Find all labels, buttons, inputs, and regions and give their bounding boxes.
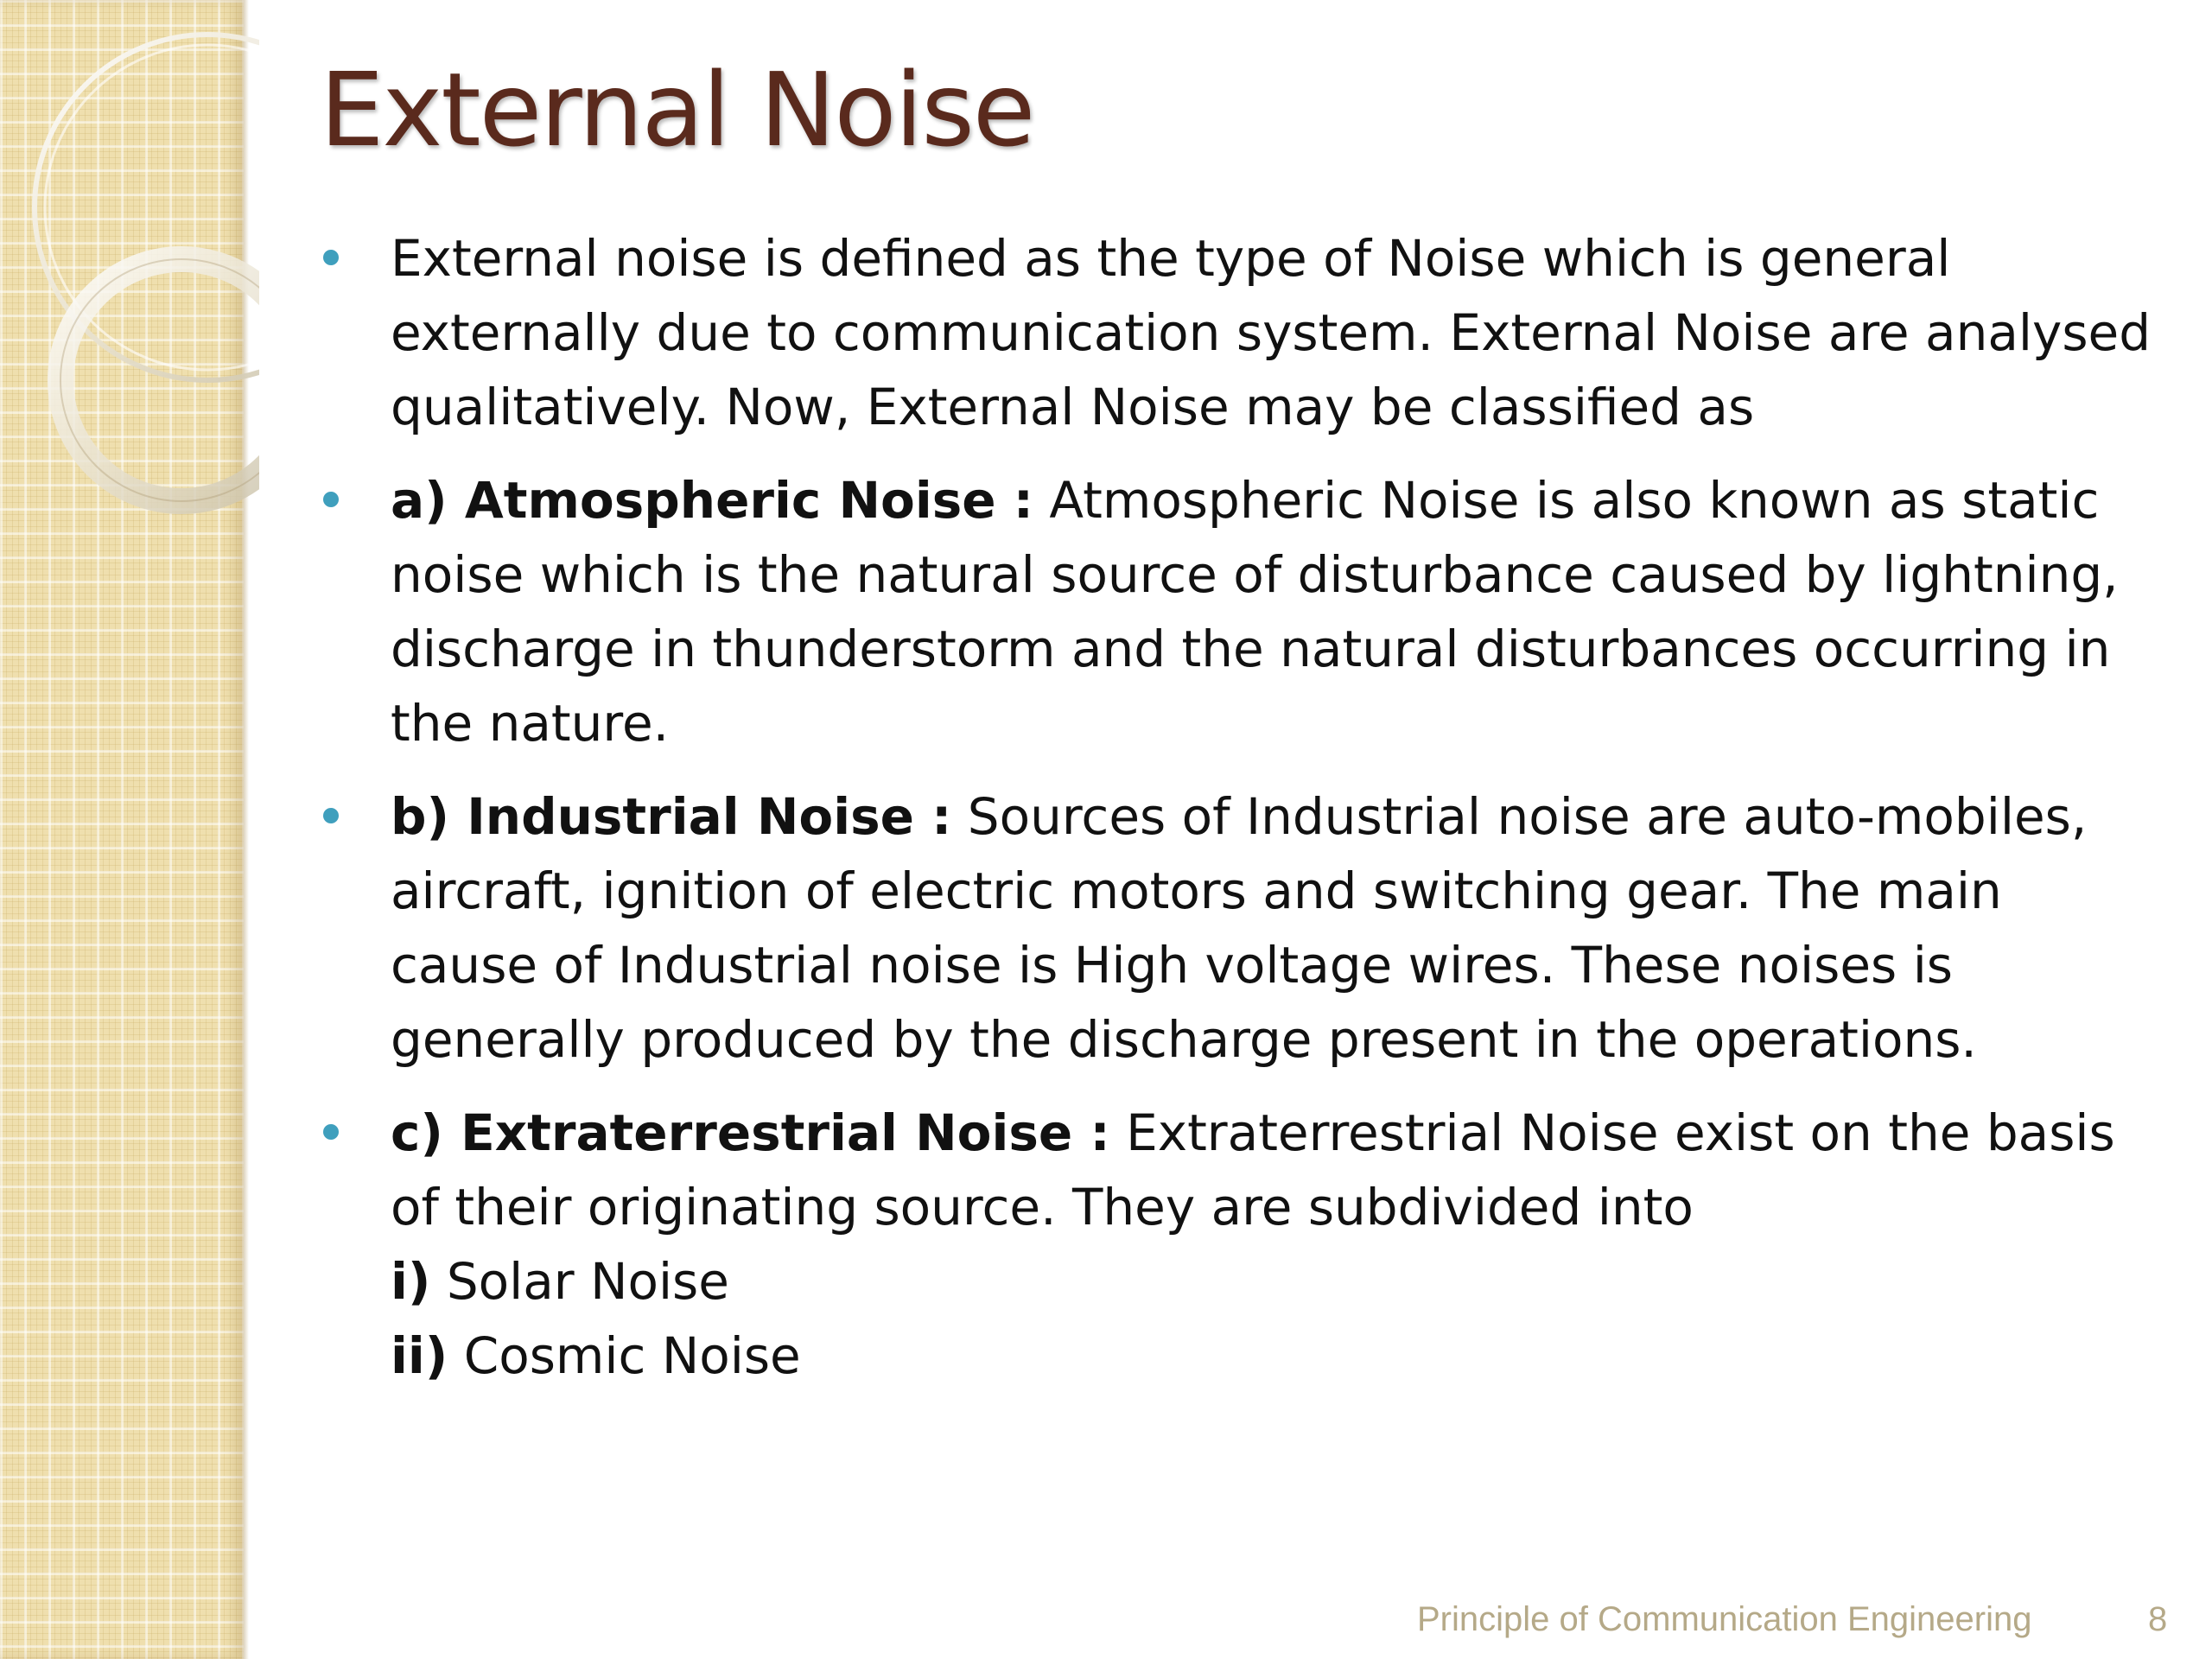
bullet-text: Sources of Industrial noise are auto-mobiles, aircraft, ignition of electric motors and switching gear. The main cause of Industrial noise is High voltage wires. These noises is generally produced by the discharge present in the operations. — [391, 787, 2088, 1069]
bullet-text: External noise is defined as the type of Noise which is general externally due to communication system. External Noise are analysed qualitatively. Now, External Noise may be classified as — [391, 229, 2152, 436]
page-number: 8 — [2148, 1600, 2168, 1638]
bullet-text: Extraterrestrial Noise exist on the basis of their originating source. They are subdivided into — [391, 1103, 2115, 1236]
bullet-label: c) Extraterrestrial Noise : — [391, 1103, 1110, 1162]
footer-course-title: Principle of Communication Engineering — [1417, 1600, 2032, 1638]
subitem-text: Solar Noise — [430, 1252, 729, 1311]
subitem-marker: i) — [391, 1252, 431, 1311]
bullet-list — [320, 221, 2152, 1412]
bullet-text: Atmospheric Noise is also known as static noise which is the natural source of disturbance caused by lightning, discharge in thunderstorm and the natural disturbances occurring in the nature. — [391, 471, 2119, 753]
subitem-cosmic — [391, 1319, 2152, 1393]
bullet-item-atmospheric — [320, 463, 2152, 760]
bullet-label: a) Atmospheric Noise : — [391, 471, 1033, 530]
slide-title: External Noise — [320, 50, 1034, 169]
bullet-label: b) Industrial Noise : — [391, 787, 952, 846]
bullet-item-industrial — [320, 779, 2152, 1077]
subitem-solar — [391, 1244, 2152, 1319]
bullet-dot-icon — [323, 492, 339, 507]
bullet-dot-icon — [323, 808, 339, 823]
bullet-item-intro — [320, 221, 2152, 444]
decorative-rings-icon — [0, 0, 259, 553]
bullet-dot-icon — [323, 250, 339, 265]
bullet-dot-icon — [323, 1124, 339, 1140]
subitem-text: Cosmic Noise — [448, 1326, 801, 1385]
subitem-marker: ii) — [391, 1326, 448, 1385]
bullet-item-extraterrestrial — [320, 1096, 2152, 1393]
